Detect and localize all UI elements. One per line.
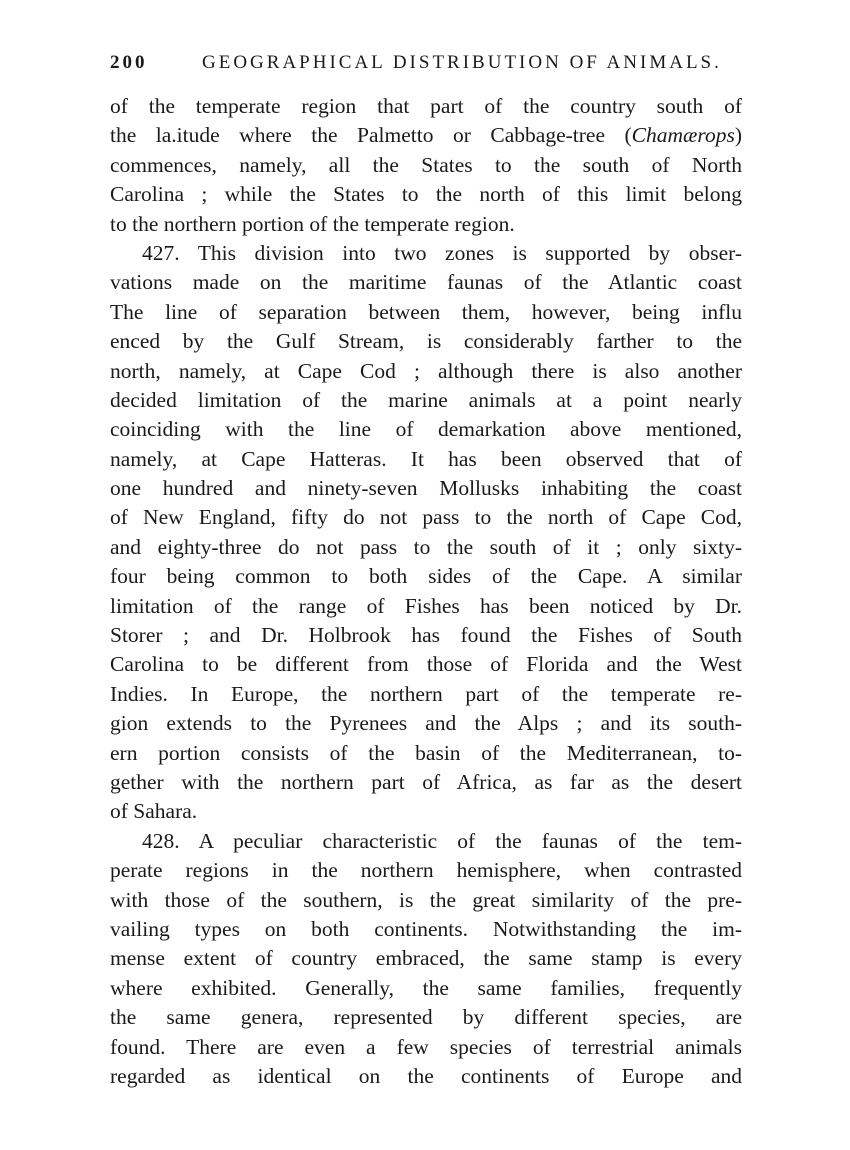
text-line: of the temperate region that part of the country south of	[110, 94, 742, 118]
text-line: to the northern portion of the temperate region.	[110, 211, 515, 236]
text-line: vailing types on both continents. Notwithstanding the im-	[110, 916, 742, 941]
italic-term: Chamærops	[631, 123, 735, 148]
text-segment: )	[734, 123, 742, 148]
text-line: perate regions in the northern hemisphere, when contrasted	[110, 858, 742, 883]
text-line: gion extends to the Pyrenees and the Alps ; and its south-	[110, 711, 742, 736]
text-line: limitation of the range of Fishes has been noticed by Dr.	[110, 593, 742, 618]
running-head	[110, 38, 760, 78]
text-line: north, namely, at Cape Cod ; although there is also another	[110, 358, 742, 383]
text-line: The line of separation between them, however, being influ	[110, 299, 742, 324]
text-line: gether with the northern part of Africa, as far as the desert	[110, 769, 742, 794]
text-line: the same genera, represented by different species, are	[110, 1005, 742, 1030]
running-title: GEOGRAPHICAL DISTRIBUTION OF ANIMALS.	[202, 52, 722, 73]
text-line: Storer ; and Dr. Holbrook has found the Fishes of South	[110, 623, 742, 648]
text-line: of New England, fifty do not pass to the north of Cape Cod,	[110, 505, 742, 530]
text-line	[110, 121, 742, 150]
text-line: ern portion consists of the basin of the Mediterranean, to-	[110, 740, 742, 765]
text-line: regarded as identical on the continents of Europe and	[110, 1063, 742, 1088]
text-line: decided limitation of the marine animals at a point nearly	[110, 387, 742, 412]
text-line: four being common to both sides of the Cape. A similar	[110, 564, 742, 589]
text-line: where exhibited. Generally, the same families, frequently	[110, 975, 742, 1000]
text-line: Carolina ; while the States to the north of this limit belong	[110, 182, 742, 207]
text-line: with those of the southern, is the great similarity of the pre-	[110, 887, 742, 912]
text-line: of Sahara.	[110, 799, 198, 824]
text-line: enced by the Gulf Stream, is considerably farther to the	[110, 329, 742, 354]
text-segment: the la.itude where the Palmetto or Cabbage-tree (	[110, 123, 632, 148]
text-line: commences, namely, all the States to the south of North	[110, 152, 742, 177]
text-line: found. There are even a few species of terrestrial animals	[110, 1034, 742, 1059]
paragraph-first-line: 428. A peculiar characteristic of the faunas of the tem-	[142, 828, 742, 853]
text-line: one hundred and ninety-seven Mollusks inhabiting the coast	[110, 476, 742, 501]
text-line: namely, at Cape Hatteras. It has been observed that of	[110, 446, 742, 471]
paragraph-first-line: 427. This division into two zones is supported by obser-	[142, 240, 742, 265]
text-line: vations made on the maritime faunas of the Atlantic coast	[110, 270, 742, 295]
page-number: 200	[110, 52, 148, 73]
text-line: coinciding with the line of demarkation above mentioned,	[110, 417, 742, 442]
text-line: Indies. In Europe, the northern part of the temperate re-	[110, 681, 742, 706]
body-text	[110, 92, 742, 1091]
text-line: Carolina to be different from those of Florida and the West	[110, 652, 742, 677]
text-line: mense extent of country embraced, the same stamp is every	[110, 946, 742, 971]
text-line: and eighty-three do not pass to the south of it ; only sixty-	[110, 534, 742, 559]
